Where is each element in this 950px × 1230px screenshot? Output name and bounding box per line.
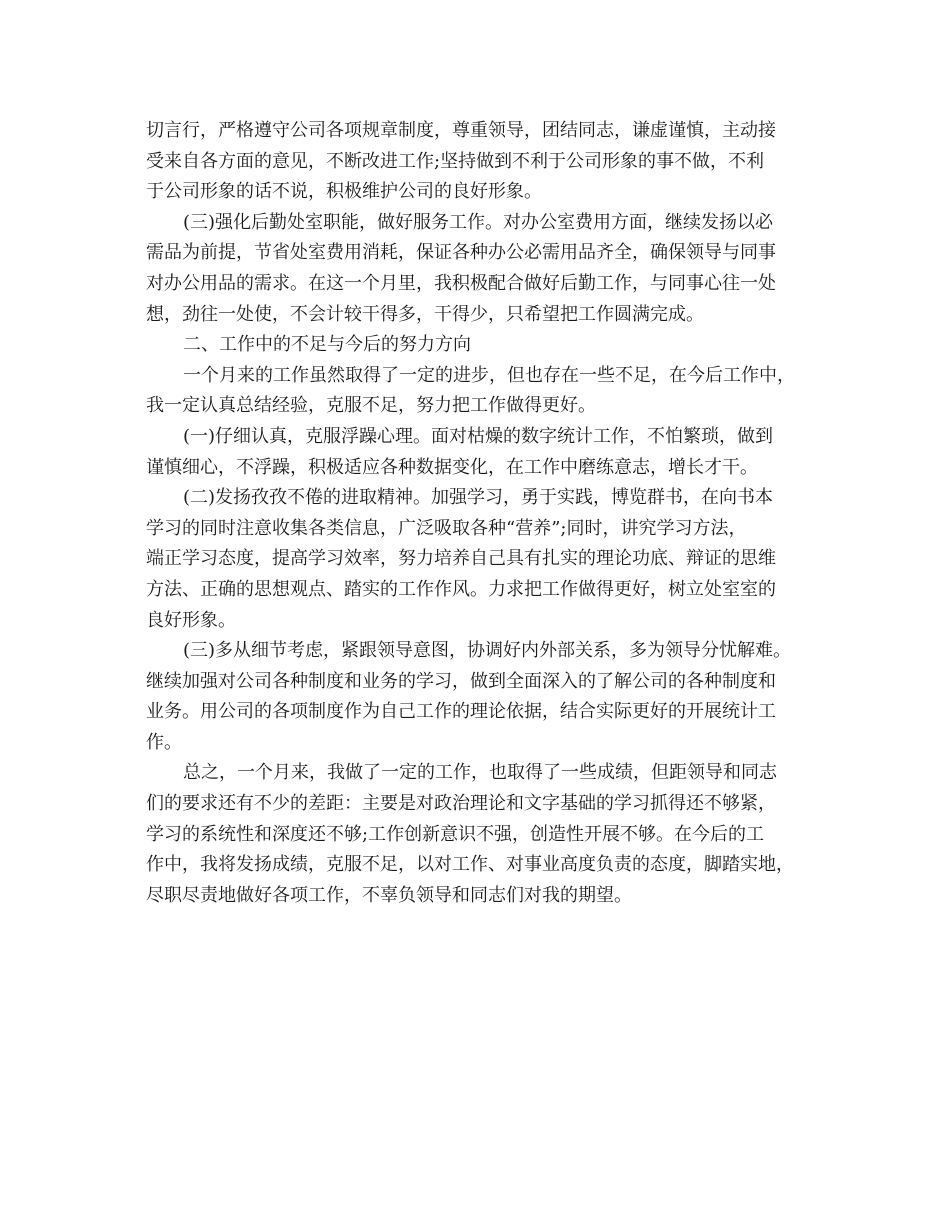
text-line: 端正学习态度，提高学习效率，努力培养自己具有扎实的理论功底、辩证的思维: [146, 548, 776, 570]
text-line: 切言行，严格遵守公司各项规章制度，尊重领导，团结同志，谦虚谨慎，主动接: [146, 120, 776, 141]
text-line: 谨慎细心，不浮躁，积极适应各种数据变化，在工作中磨练意志，增长才干。: [146, 456, 758, 478]
text-line: 二、工作中的不足与今后的努力方向: [183, 334, 471, 356]
text-line: 对办公用品的需求。在这一个月里，我积极配合做好后勤工作，与同事心往一处: [146, 272, 776, 294]
text-line: (三)强化后勤处室职能，做好服务工作。对办公室费用方面，继续发扬以必: [183, 211, 774, 233]
text-line: (一)仔细认真，克服浮躁心理。面对枯燥的数字统计工作，不怕繁琐，做到: [183, 425, 774, 447]
text-line: 学习的同时注意收集各类信息，广泛吸取各种“营养”;同时，讲究学习方法，: [146, 517, 747, 539]
text-line: 良好形象。: [146, 609, 236, 631]
text-line: (二)发扬孜孜不倦的进取精神。加强学习，勇于实践，博览群书，在向书本: [183, 487, 774, 509]
text-line: 受来自各方面的意见，不断改进工作;坚持做到不利于公司形象的事不做，不利: [146, 150, 765, 172]
text-line: 方法、正确的思想观点、踏实的工作作风。力求把工作做得更好，树立处室室的: [146, 578, 776, 600]
text-line: 继续加强对公司各种制度和业务的学习，做到全面深入的了解公司的各种制度和: [146, 670, 776, 692]
text-line: 尽职尽责地做好各项工作，不辜负领导和同志们对我的期望。: [146, 884, 632, 906]
text-line: 总之，一个月来，我做了一定的工作，也取得了一些成绩，但距领导和同志: [183, 762, 777, 784]
text-line: 们的要求还有不少的差距：主要是对政治理论和文字基础的学习抓得还不够紧，: [146, 793, 776, 815]
text-line: (三)多从细节考虑，紧跟领导意图，协调好内外部关系，多为领导分忧解难。: [183, 640, 792, 662]
text-line: 于公司形象的话不说，积极维护公司的良好形象。: [146, 181, 542, 203]
text-line: 作中，我将发扬成绩，克服不足，以对工作、对事业高度负责的态度，脚踏实地，: [146, 854, 794, 876]
text-line: 需品为前提，节省处室费用消耗，保证各种办公必需用品齐全，确保领导与同事: [146, 242, 776, 264]
document-body: [146, 116, 811, 911]
text-line: 业务。用公司的各项制度作为自己工作的理论依据，结合实际更好的开展统计工: [146, 701, 776, 723]
text-line: 我一定认真总结经验，克服不足，努力把工作做得更好。: [146, 395, 596, 417]
text-line: 学习的系统性和深度还不够;工作创新意识不强，创造性开展不够。在今后的工: [146, 823, 765, 845]
text-line: 想，劲往一处使，不会计较干得多，干得少，只希望把工作圆满完成。: [146, 303, 704, 325]
text-line: 作。: [146, 731, 182, 753]
text-line: 一个月来的工作虽然取得了一定的进步，但也存在一些不足，在今后工作中，: [183, 364, 795, 386]
